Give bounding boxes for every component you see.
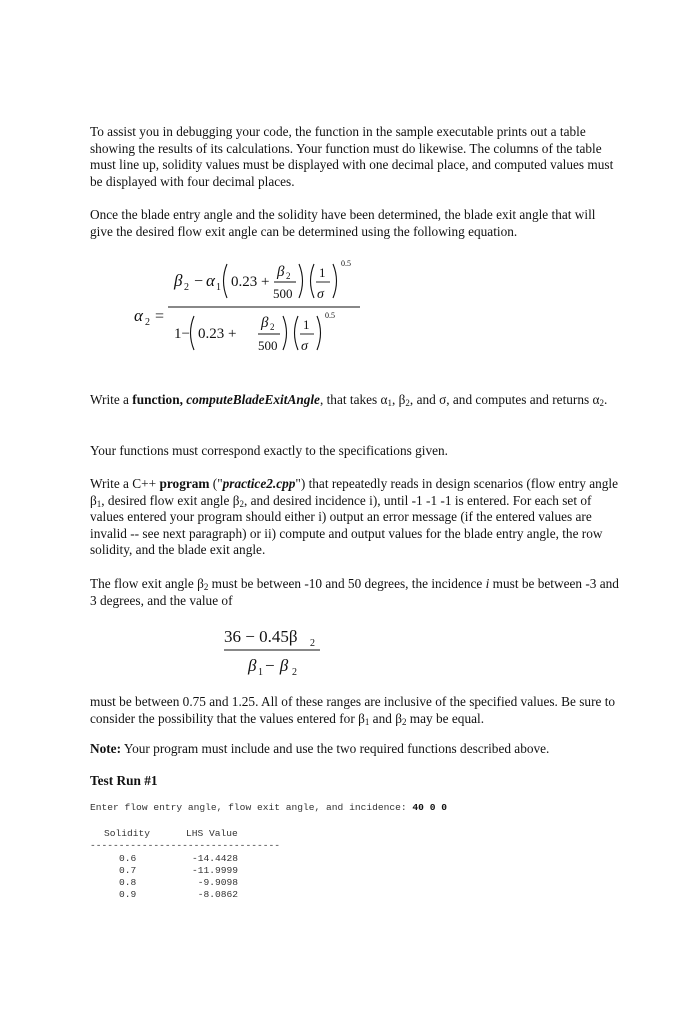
eq-den-500: 500 <box>258 338 278 353</box>
console-rule: --------------------------------- <box>90 840 280 851</box>
eq-num-sigma: σ <box>317 287 324 302</box>
console-row-solidity: 0.6 <box>119 853 137 864</box>
eq-equals: = <box>155 308 165 325</box>
eq-num-minus: − <box>194 273 204 290</box>
console-row-value: -8.0862 <box>197 889 238 900</box>
eq-num-beta: β <box>174 271 183 290</box>
eq-num-one: 1 <box>319 265 326 280</box>
equation-intro-paragraph: Once the blade entry angle and the solidity have been determined, the blade exit angle that will give the desired flow exit angle can be determined using the following equation. <box>90 207 596 239</box>
eq-num-beta-sub: 2 <box>184 282 189 293</box>
console-col-lhs: LHS Value <box>186 828 238 839</box>
console-row-value: -14.4428 <box>191 853 238 864</box>
note-label: Note: <box>90 741 122 756</box>
console-prompt: Enter flow entry angle, flow exit angle, and incidence: 40 0 0 <box>90 802 447 813</box>
range-paragraph: The flow exit angle $\beta_2$ must be between -10 and 50 degrees, the incidence i must be between -3 and 3 degrees, and the value of <box>90 576 619 608</box>
ratio-equation <box>220 622 330 682</box>
function-name: computeBladeExitAngle <box>186 392 320 407</box>
intro-paragraph: To assist you in debugging your code, the function in the sample executable prints out a table showing the results of its calculations. Your function must do likewise. The columns of the table must line up, solidity values must be displayed with one decimal place, and computed values must be displayed with four decimal places. <box>90 124 614 189</box>
eq2-den-sub2: 2 <box>292 667 297 678</box>
eq-den-inner-beta: β <box>261 315 269 331</box>
eq-num-inner-beta: β <box>277 264 285 280</box>
console-row-solidity: 0.7 <box>119 865 137 876</box>
console-row-value: -11.9999 <box>191 865 238 876</box>
eq2-den-beta1: β <box>248 656 257 675</box>
eq-den-inner-beta-sub: 2 <box>270 322 275 332</box>
eq-num-alpha-sub: 1 <box>216 282 221 293</box>
eq-lhs-alpha: α <box>134 306 143 325</box>
eq-den-sigma: σ <box>301 339 308 354</box>
console-row-solidity: 0.8 <box>119 877 137 888</box>
eq2-den-beta2: − β <box>264 656 289 675</box>
eq-num-alpha: α <box>206 271 215 290</box>
eq-den-const: 0.23 + <box>198 326 237 342</box>
console-row-value: -9.9098 <box>197 877 238 888</box>
note-paragraph: Note: Your program must include and use the two required functions described above. <box>90 741 550 756</box>
console-col-solidity: Solidity <box>104 828 151 839</box>
function-spec-paragraph: Write a function, computeBladeExitAngle, that takes $\alpha_1$, $\beta_2$, and σ, and computes and returns $\alpha_2$. <box>90 392 608 408</box>
program-spec-paragraph: Write a C++ program ("practice2.cpp") that repeatedly reads in design scenarios (flow entry angle $\beta_1$, desired flow exit angle $\beta_2$, and desired incidence i), until -1 -1 -1 is entered. For each set of values entered your program should either i) output an error message (if the entered values are invalid -- see next paragraph) or ii) compute and output values for the blade entry angle, the row solidity, and the blade exit angle. <box>90 476 618 558</box>
eq-num-exp: 0.5 <box>341 259 351 268</box>
eq-den-exp: 0.5 <box>325 311 335 320</box>
program-file-name: practice2.cpp <box>222 476 296 491</box>
eq2-num-sub: 2 <box>310 638 315 649</box>
console-input: 40 0 0 <box>412 802 447 813</box>
eq-den-one-minus: 1− <box>174 326 190 342</box>
test-run-heading: Test Run #1 <box>90 773 158 788</box>
blade-exit-angle-equation <box>110 254 390 372</box>
eq-den-one: 1 <box>303 317 310 332</box>
equality-paragraph: must be between 0.75 and 1.25. All of these ranges are inclusive of the specified values. Be sure to consider the possibility that the values entered for $\beta_1$ and $\beta_2$ may be equal. <box>90 694 616 727</box>
eq-num-500: 500 <box>273 286 293 301</box>
eq-num-inner-beta-sub: 2 <box>286 271 291 281</box>
eq2-numerator: 36 − 0.45β <box>224 627 298 646</box>
eq-num-const: 0.23 + <box>231 274 270 290</box>
eq2-den-sub1: 1 <box>258 667 263 678</box>
eq-lhs-sub: 2 <box>145 317 150 328</box>
spec-paragraph: Your functions must correspond exactly to the specifications given. <box>90 443 448 458</box>
console-row-solidity: 0.9 <box>119 889 137 900</box>
